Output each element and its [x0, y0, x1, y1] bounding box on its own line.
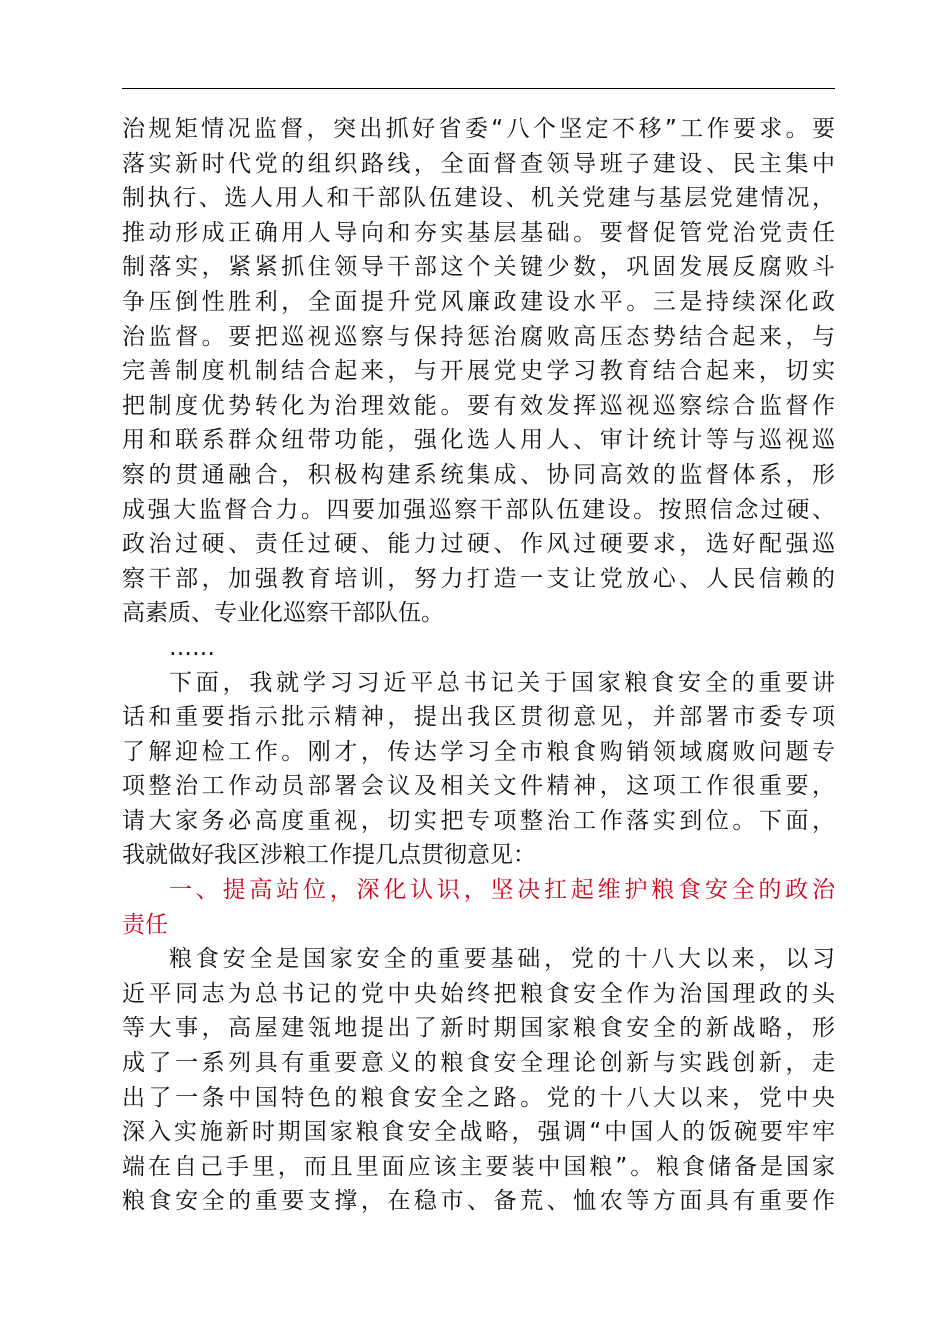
text-line: 制落实，紧紧抓住领导干部这个关键少数，巩固发展反腐败斗: [122, 254, 835, 281]
text-line: 话和重要指示批示精神，提出我区贯彻意见，并部署市委专项: [122, 704, 835, 731]
text-line: 项整治工作动员部署会议及相关文件精神，这项工作很重要，: [122, 773, 835, 800]
text-line: 完善制度机制结合起来，与开展党史学习教育结合起来，切实: [122, 358, 835, 385]
section-heading-continued: 责任: [122, 911, 168, 938]
text-line: 请大家务必高度重视，切实把专项整治工作落实到位。下面，: [122, 807, 835, 834]
text-line: 了解迎检工作。刚才，传达学习全市粮食购销领域腐败问题专: [122, 738, 835, 765]
text-line: 落实新时代党的组织路线，全面督查领导班子建设、民主集中: [122, 150, 835, 177]
text-line: 察干部，加强教育培训，努力打造一支让党放心、人民信赖的: [122, 565, 835, 592]
text-line: 争压倒性胜利，全面提升党风廉政建设水平。三是持续深化政: [122, 288, 835, 315]
body-text: [122, 112, 835, 1219]
ellipsis-line: ……: [169, 634, 215, 661]
text-line: 我就做好我区涉粮工作提几点贯彻意见：: [122, 842, 536, 869]
text-line: 推动形成正确用人导向和夯实基层基础。要督促管党治党责任: [122, 219, 835, 246]
text-line: 治规矩情况监督，突出抓好省委“八个坚定不移”工作要求。要: [122, 116, 835, 142]
text-line: 出了一条中国特色的粮食安全之路。党的十八大以来，党中央: [122, 1084, 835, 1111]
text-line: 政治过硬、责任过硬、能力过硬、作风过硬要求，选好配强巡: [122, 531, 835, 558]
text-line: 察的贯通融合，积极构建系统集成、协同高效的监督体系，形: [122, 461, 835, 488]
text-line: 粮食安全是国家安全的重要基础，党的十八大以来，以习: [169, 946, 835, 973]
text-line: 下面，我就学习习近平总书记关于国家粮食安全的重要讲: [169, 669, 835, 696]
text-line: 高素质、专业化巡察干部队伍。: [122, 600, 444, 627]
text-line: 深入实施新时期国家粮食安全战略，强调“中国人的饭碗要牢牢: [122, 1119, 835, 1146]
section-heading: 一、提高站位，深化认识，坚决扛起维护粮食安全的政治: [169, 877, 835, 904]
header-rule: [122, 88, 835, 89]
text-line: 成强大监督合力。四要加强巡察干部队伍建设。按照信念过硬、: [122, 496, 835, 523]
text-line: 用和联系群众纽带功能，强化选人用人、审计统计等与巡视巡: [122, 427, 835, 454]
text-line: 粮食安全的重要支撑，在稳市、备荒、恤农等方面具有重要作: [122, 1188, 835, 1215]
text-line: 近平同志为总书记的党中央始终把粮食安全作为治国理政的头: [122, 980, 835, 1007]
text-line: 端在自己手里，而且里面应该主要装中国粮”。粮食储备是国家: [122, 1153, 835, 1180]
text-line: 等大事，高屋建瓴地提出了新时期国家粮食安全的新战略，形: [122, 1015, 835, 1042]
text-line: 治监督。要把巡视巡察与保持惩治腐败高压态势结合起来，与: [122, 323, 835, 350]
text-line: 制执行、选人用人和干部队伍建设、机关党建与基层党建情况，: [122, 185, 835, 212]
text-line: 把制度优势转化为治理效能。要有效发挥巡视巡察综合监督作: [122, 392, 835, 419]
text-line: 成了一系列具有重要意义的粮食安全理论创新与实践创新，走: [122, 1050, 835, 1077]
